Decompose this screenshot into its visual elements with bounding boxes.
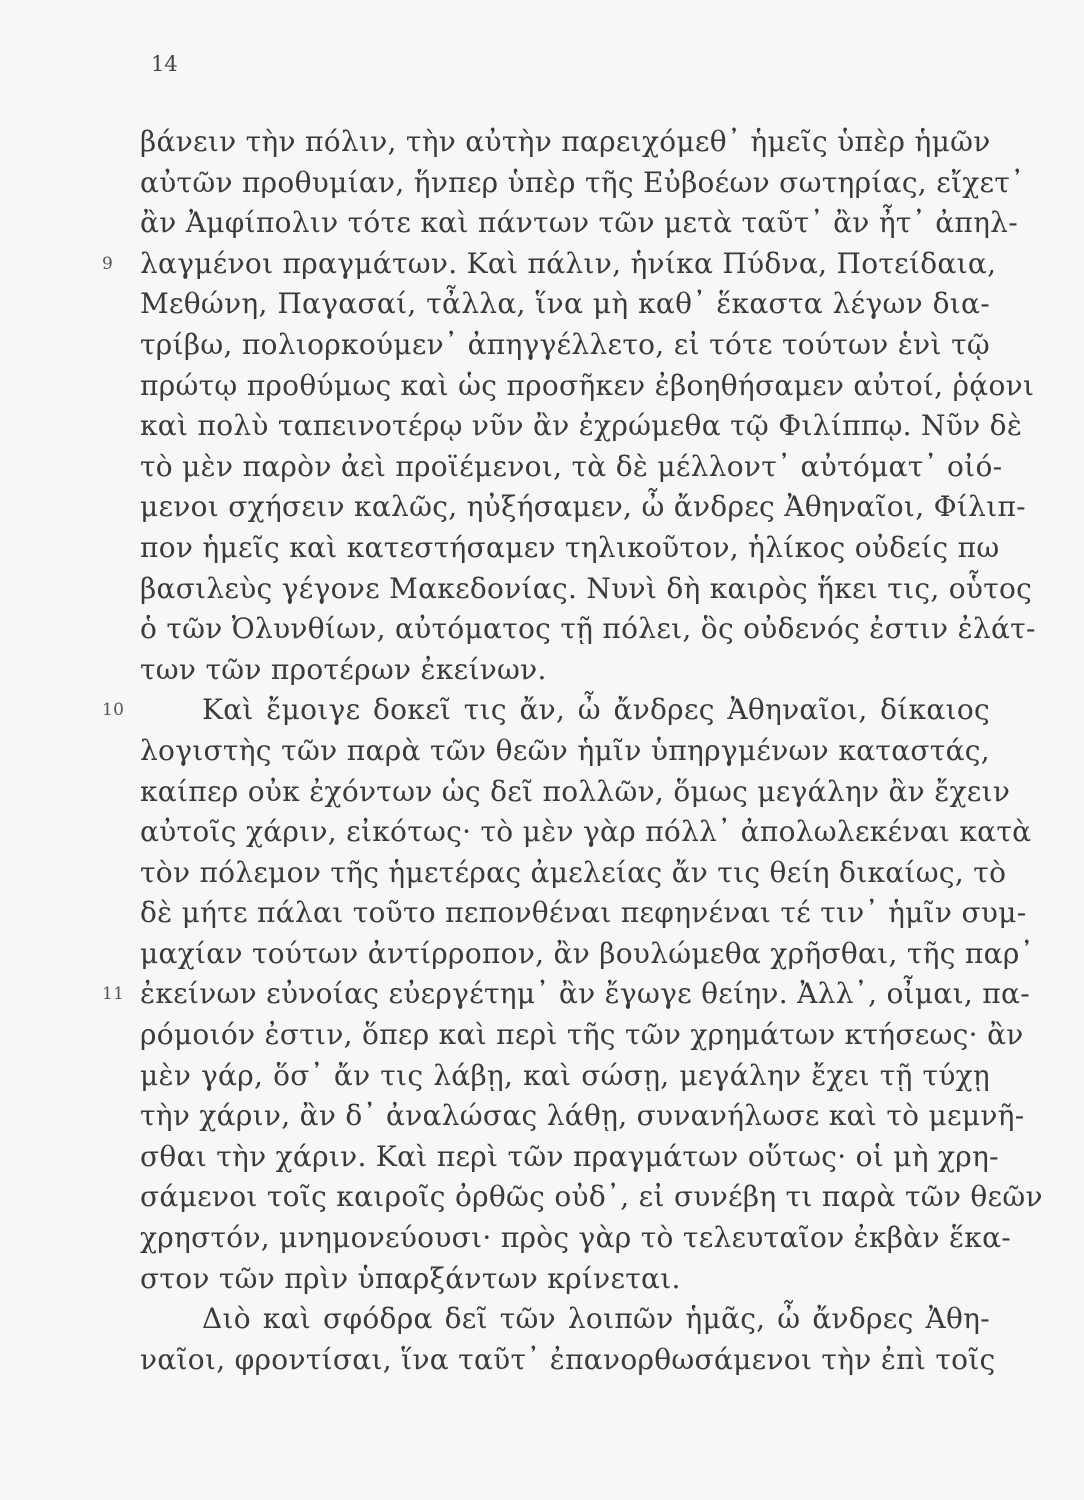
text-line	[140, 1015, 1024, 1056]
text-line	[140, 853, 1007, 894]
text-line	[140, 1096, 1025, 1137]
line-text: καίπερ οὐκ ἐχόντων ὡς δεῖ πολλῶν, ὅμως μεγάλην ἂν ἔχειν	[140, 774, 1011, 808]
text-line	[140, 934, 1034, 975]
line-text: τὴν χάριν, ἂν δ᾽ ἀναλώσας λάθῃ, συνανήλωσε καὶ τὸ μεμνῆ-	[140, 1099, 1025, 1133]
line-text: αὐτοῖς χάριν, εἰκότως· τὸ μὲν γὰρ πόλλ᾽ ἀπολωλεκέναι κατὰ	[140, 815, 1032, 849]
line-text: μὲν γάρ, ὅσ᾽ ἄν τις λάβῃ, καὶ σώσῃ, μεγάλην ἔχει τῇ τύχῃ	[140, 1058, 990, 1092]
line-text: Διὸ καὶ σφόδρα δεῖ τῶν λοιπῶν ἡμᾶς, ὦ ἄνδρες Ἀθη-	[202, 1302, 990, 1336]
text-line	[140, 650, 990, 691]
line-text: βάνειν τὴν πόλιν, τὴν αὐτὴν παρειχόμεθ᾽ ἡμεῖς ὑπὲρ ἡμῶν	[140, 125, 991, 158]
line-text: ρόμοιόν ἐστιν, ὅπερ καὶ περὶ τῆς τῶν χρημάτων κτήσεως· ἂν	[140, 1018, 1024, 1052]
line-text: πρώτῳ προθύμως καὶ ὡς προσῆκεν ἐβοηθήσαμεν αὐτοί, ῥᾴονι	[140, 368, 1035, 402]
text-line	[140, 122, 990, 163]
text-line	[140, 163, 1025, 204]
line-text: καὶ πολὺ ταπεινοτέρῳ νῦν ἂν ἐχρώμεθα τῷ Φιλίππῳ. Νῦν δὲ	[140, 409, 1023, 443]
text-line	[140, 1137, 999, 1178]
text-line	[140, 406, 1023, 447]
section-number: 9	[102, 253, 114, 274]
text-line	[140, 731, 990, 772]
text-line	[140, 528, 1000, 569]
line-text: λαγμένοι πραγμάτων. Καὶ πάλιν, ἡνίκα Πύδνα, Ποτείδαια,	[140, 246, 997, 280]
line-text: σθαι τὴν χάριν. Καὶ περὶ τῶν πραγμάτων οὕτως· οἱ μὴ χρη-	[140, 1139, 999, 1173]
text-line	[140, 1056, 990, 1097]
text-line	[102, 690, 990, 731]
line-text: μενοι σχήσειν καλῶς, ηὐξήσαμεν, ὦ ἄνδρες Ἀθηναῖοι, Φίλιπ-	[140, 490, 1026, 524]
text-line	[102, 974, 1030, 1015]
section-number: 11	[102, 984, 125, 1005]
line-text: τρίβω, πολιορκούμεν᾽ ἀπηγγέλλετο, εἰ τότε τούτων ἑνὶ τῷ	[140, 327, 990, 361]
text-line	[140, 325, 990, 366]
text-line	[140, 1259, 990, 1300]
line-text: πον ἡμεῖς καὶ κατεστήσαμεν τηλικοῦτον, ἡλίκος οὐδείς πω	[140, 530, 1000, 564]
line-text: σάμενοι τοῖς καιροῖς ὀρθῶς οὐδ᾽, εἰ συνέβη τι παρὰ τῶν θεῶν	[140, 1180, 1043, 1214]
text-line	[140, 1340, 996, 1381]
text-line	[140, 772, 1011, 813]
line-text: βασιλεὺς γέγονε Μακεδονίας. Νυνὶ δὴ καιρὸς ἥκει τις, οὗτος	[140, 571, 1033, 605]
text-line	[140, 1177, 1043, 1218]
text-line	[140, 893, 1027, 934]
text-line	[140, 1218, 1012, 1259]
page-text	[102, 122, 1043, 1380]
line-text: χρηστόν, μνημονεύουσι· πρὸς γὰρ τὸ τελευταῖον ἐκβὰν ἕκα-	[140, 1221, 1012, 1255]
line-text: ναῖοι, φροντίσαι, ἵνα ταῦτ᾽ ἐπανορθωσάμενοι τὴν ἐπὶ τοῖς	[140, 1342, 996, 1376]
line-text: Καὶ ἔμοιγε δοκεῖ τις ἄν, ὦ ἄνδρες Ἀθηναῖοι, δίκαιος	[202, 693, 990, 727]
text-line	[140, 203, 1018, 244]
text-line	[140, 366, 1035, 407]
line-text: Μεθώνη, Παγασαί, τἆλλα, ἵνα μὴ καθ᾽ ἕκαστα λέγων δια-	[140, 287, 990, 321]
line-text: ἐκείνων εὐνοίας εὐεργέτημ᾽ ἂν ἔγωγε θείην. Ἀλλ᾽, οἶμαι, πα-	[140, 977, 1030, 1011]
page-number: 14	[151, 52, 178, 76]
text-line	[140, 447, 1003, 488]
line-text: μαχίαν τούτων ἀντίρροπον, ἂν βουλώμεθα χρῆσθαι, τῆς παρ᾽	[140, 936, 1034, 970]
line-text: των τῶν προτέρων ἐκείνων.	[140, 652, 547, 686]
text-line	[140, 609, 1036, 650]
text-line	[102, 244, 997, 285]
line-text: τὸ μὲν παρὸν ἀεὶ προϊέμενοι, τὰ δὲ μέλλοντ᾽ αὐτόματ᾽ οἰό-	[140, 449, 1003, 483]
section-number: 10	[102, 700, 125, 721]
line-text: ἂν Ἀμφίπολιν τότε καὶ πάντων τῶν μετὰ ταῦτ᾽ ἂν ἦτ᾽ ἀπηλ-	[140, 206, 1018, 240]
text-line	[140, 487, 1026, 528]
line-text: λογιστὴς τῶν παρὰ τῶν θεῶν ἡμῖν ὑπηργμένων καταστάς,	[140, 733, 990, 767]
text-line	[140, 812, 1032, 853]
text-line	[140, 569, 1033, 610]
line-text: δὲ μήτε πάλαι τοῦτο πεπονθέναι πεφηνέναι τέ τιν᾽ ἡμῖν συμ-	[140, 896, 1027, 930]
line-text: στον τῶν πρὶν ὑπαρξάντων κρίνεται.	[140, 1261, 681, 1295]
line-text: τὸν πόλεμον τῆς ἡμετέρας ἀμελείας ἄν τις θείη δικαίως, τὸ	[140, 855, 1007, 889]
text-line	[140, 284, 990, 325]
line-text: αὐτῶν προθυμίαν, ἥνπερ ὑπὲρ τῆς Εὐβοέων σωτηρίας, εἴχετ᾽	[140, 165, 1025, 199]
line-text: ὁ τῶν Ὀλυνθίων, αὐτόματος τῇ πόλει, ὃς οὐδενός ἐστιν ἐλάτ-	[140, 612, 1036, 646]
text-line	[140, 1299, 990, 1340]
